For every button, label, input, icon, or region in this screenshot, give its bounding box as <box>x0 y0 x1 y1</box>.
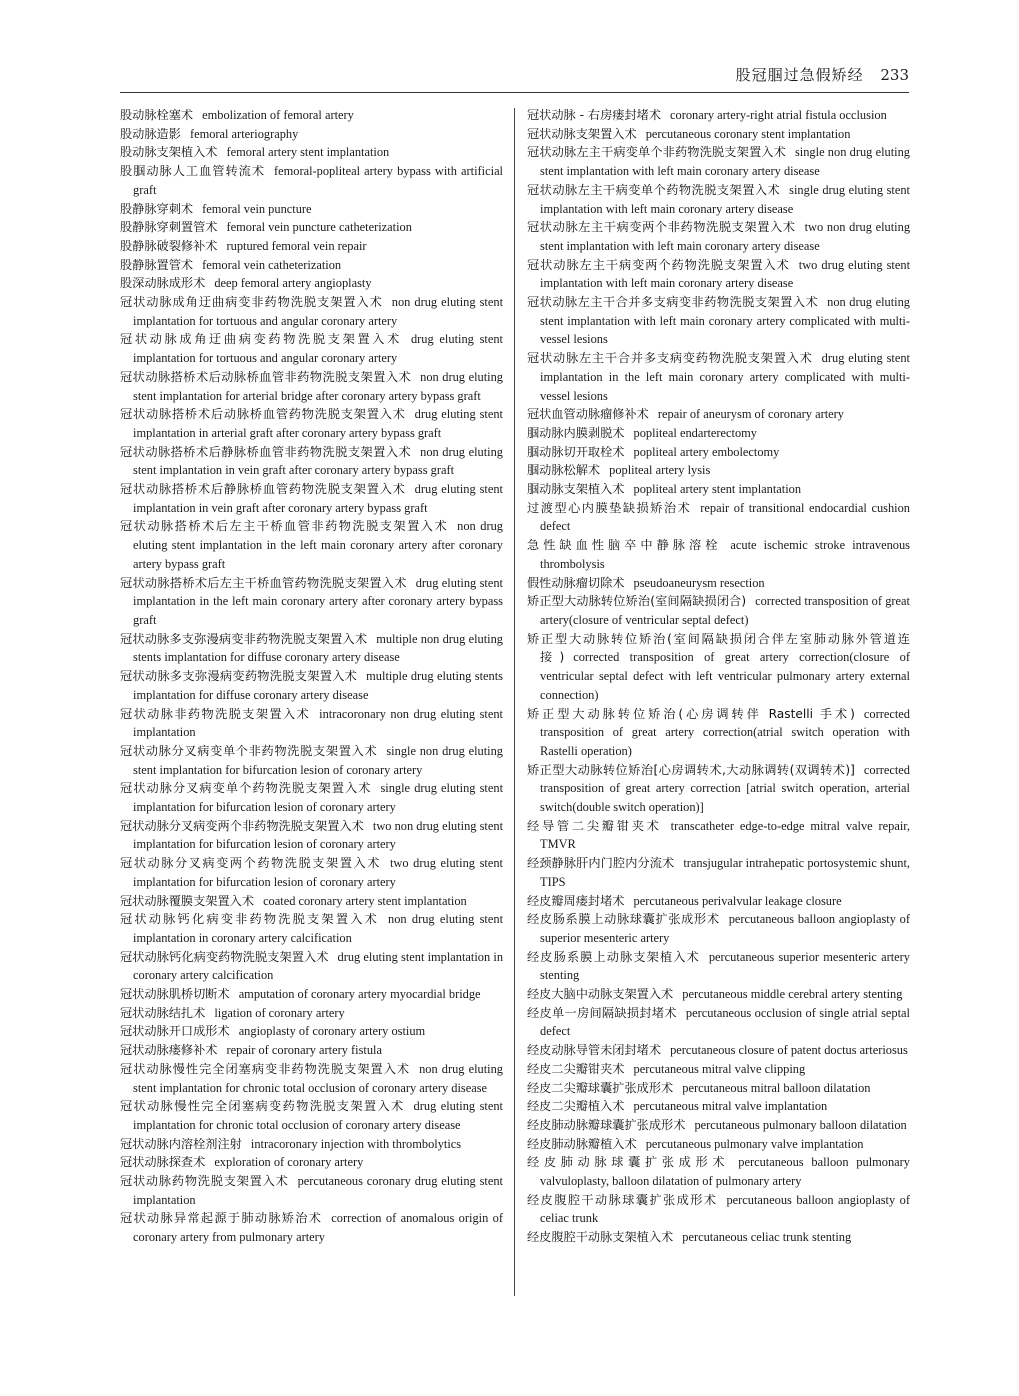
term-chinese: 冠状动脉左主干合并多支病变药物洗脱支架置入术 <box>527 351 813 366</box>
term-english: single non drug eluting stent implantation for bifurcation lesion of coronary artery <box>133 743 504 777</box>
glossary-entry <box>120 817 503 854</box>
term-english: multiple drug eluting stents implantation for diffuse coronary artery disease <box>133 669 503 702</box>
glossary-entry <box>120 274 503 293</box>
term-chinese: 冠状动脉支架置入术 <box>527 126 637 141</box>
glossary-entry <box>527 106 910 125</box>
term-chinese: 经皮单一房间隔缺损封堵术 <box>527 1005 677 1020</box>
term-chinese: 经皮大脑中动脉支架置入术 <box>527 987 674 1002</box>
glossary-entry <box>527 574 910 593</box>
term-english: percutaneous mitral valve implantation <box>633 1099 828 1114</box>
term-english: ruptured femoral vein repair <box>226 238 367 253</box>
term-chinese: 冠状动脉搭桥术后静脉桥血管非药物洗脱支架置入术 <box>120 444 412 459</box>
term-english: corrected transposition of great artery correction(closure of ventricular septal defect with left ventricular pulmonary artery external connection) <box>540 650 910 702</box>
glossary-entry <box>527 1228 910 1247</box>
term-english: two non drug eluting stent implantation with left main coronary artery disease <box>540 220 911 253</box>
running-header-title: 股冠腘过急假矫经 <box>735 66 864 84</box>
term-chinese: 经皮二尖瓣球囊扩张成形术 <box>527 1080 674 1095</box>
term-chinese: 经皮肠系膜上动脉球囊扩张成形术 <box>527 912 720 927</box>
term-chinese: 冠状动脉瘘修补术 <box>120 1043 218 1058</box>
glossary-entry <box>120 125 503 144</box>
glossary-entry <box>527 1135 910 1154</box>
term-chinese: 经导管二尖瓣钳夹术 <box>527 818 662 833</box>
term-chinese: 腘动脉切开取栓术 <box>527 444 625 459</box>
term-english: percutaneous pulmonary valve implantation <box>645 1136 864 1151</box>
term-chinese: 经皮动脉导管未闭封堵术 <box>527 1043 662 1058</box>
term-chinese: 矫正型大动脉转位矫治(心房调转伴 Rastelli 手术) <box>527 706 855 721</box>
term-english: repair of transitional endocardial cushion defect <box>540 500 910 534</box>
term-english: two drug eluting stent implantation with left main coronary artery disease <box>540 257 911 291</box>
term-english: intracoronary injection with thrombolytics <box>250 1136 462 1151</box>
term-chinese: 股静脉穿刺术 <box>120 201 194 216</box>
glossary-entry <box>527 143 910 180</box>
term-chinese: 矫正型大动脉转位矫治[心房调转术,大动脉调转(双调转术)] <box>527 762 855 777</box>
term-english: two non drug eluting stent implantation for bifurcation lesion of coronary artery <box>133 818 504 852</box>
term-chinese: 矫正型大动脉转位矫治(室间隔缺损闭合) <box>527 594 747 609</box>
term-chinese: 冠状动脉多支弥漫病变药物洗脱支架置入术 <box>120 669 358 684</box>
term-english: non drug eluting stent implantation in the left main coronary artery after coronary artery bypass graft <box>133 519 504 571</box>
term-english: single non drug eluting stent implantation with left main coronary artery disease <box>540 145 911 179</box>
glossary-entry <box>527 536 910 573</box>
term-english: femoral arteriography <box>189 126 299 141</box>
term-chinese: 冠状动脉肌桥切断术 <box>120 987 230 1002</box>
glossary-entry <box>120 1209 503 1246</box>
page-number: 233 <box>880 66 909 84</box>
glossary-entry <box>120 854 503 891</box>
term-chinese: 经皮肺动脉瓣球囊扩张成形术 <box>527 1117 686 1132</box>
term-english: coated coronary artery stent implantation <box>263 893 467 908</box>
term-chinese: 冠状动脉搭桥术后左主干桥血管药物洗脱支架置入术 <box>120 575 407 590</box>
glossary-entry <box>527 1004 910 1041</box>
glossary-entry <box>120 256 503 275</box>
term-chinese: 冠状动脉左主干病变单个药物洗脱支架置入术 <box>527 182 781 197</box>
term-english: ligation of coronary artery <box>214 1005 345 1020</box>
glossary-entry <box>120 779 503 816</box>
term-chinese: 经皮肺动脉球囊扩张成形术 <box>527 1155 730 1170</box>
term-english: percutaneous mitral valve clipping <box>633 1061 806 1076</box>
term-english: percutaneous balloon angioplasty of celiac trunk <box>540 1192 910 1226</box>
term-english: percutaneous occlusion of single atrial septal defect <box>540 1005 910 1039</box>
term-english: popliteal artery embolectomy <box>633 444 780 459</box>
term-chinese: 冠状动脉探查术 <box>120 1155 206 1170</box>
term-english: femoral artery stent implantation <box>226 145 390 160</box>
glossary-entry <box>527 1153 910 1190</box>
glossary-entry <box>527 218 910 255</box>
term-chinese: 冠状动脉分叉病变两个非药物洗脱支架置入术 <box>120 818 364 833</box>
left-column <box>120 106 503 1247</box>
term-english: intracoronary non drug eluting stent implantation <box>133 706 503 740</box>
term-chinese: 冠状动脉慢性完全闭塞病变非药物洗脱支架置入术 <box>120 1061 411 1076</box>
term-english: percutaneous pulmonary balloon dilatation <box>694 1117 907 1132</box>
glossary-entry <box>527 461 910 480</box>
term-english: transjugular intrahepatic portosystemic shunt, TIPS <box>540 856 910 889</box>
term-chinese: 冠状动脉成角迂曲病变药物洗脱支架置入术 <box>120 332 402 347</box>
glossary-entry <box>120 200 503 219</box>
term-chinese: 冠状动脉搭桥术后动脉桥血管药物洗脱支架置入术 <box>120 407 406 422</box>
glossary-entry <box>120 218 503 237</box>
term-english: corrected transposition of great artery correction [atrial switch operation, arterial switch(double switch operation)] <box>540 762 910 815</box>
term-chinese: 冠状动脉搭桥术后左主干桥血管非药物洗脱支架置入术 <box>120 519 449 534</box>
term-english: drug eluting stent implantation in the left main coronary artery complicated with multi-vessel lesions <box>540 351 910 403</box>
term-chinese: 股静脉穿刺置管术 <box>120 220 218 235</box>
glossary-entry <box>120 667 503 704</box>
term-english: single drug eluting stent implantation for bifurcation lesion of coronary artery <box>133 781 504 815</box>
glossary-entry <box>120 517 503 573</box>
glossary-entry <box>527 705 910 761</box>
term-chinese: 股动脉支架植入术 <box>120 145 218 160</box>
term-english: repair of coronary artery fistula <box>226 1043 382 1058</box>
term-english: multiple non drug eluting stents implantation for diffuse coronary artery disease <box>133 631 504 665</box>
term-english: femoral-popliteal artery bypass with artificial graft <box>133 164 504 197</box>
term-english: deep femoral artery angioplasty <box>214 276 372 291</box>
term-english: percutaneous mitral balloon dilatation <box>682 1080 871 1095</box>
term-english: pseudoaneurysm resection <box>633 575 765 590</box>
term-chinese: 假性动脉瘤切除术 <box>527 575 625 590</box>
term-english: corrected transposition of great artery(closure of ventricular septal defect) <box>540 594 910 627</box>
term-chinese: 冠状动脉左主干病变单个非药物洗脱支架置入术 <box>527 145 786 160</box>
glossary-entry <box>527 256 910 293</box>
term-english: popliteal endarterectomy <box>633 425 758 440</box>
term-chinese: 矫正型大动脉转位矫治(室间隔缺损闭合伴左室肺动脉外管道连接) <box>527 631 910 665</box>
term-english: transcatheter edge-to-edge mitral valve repair, TMVR <box>540 818 911 852</box>
term-english: corrected transposition of great artery correction(atrial switch operation with Rastelli operation) <box>540 706 910 758</box>
glossary-entry <box>527 948 910 985</box>
glossary-entry <box>527 499 910 536</box>
term-english: drug eluting stent implantation in vein graft after coronary artery bypass graft <box>133 482 503 515</box>
term-english: non drug eluting stent implantation in coronary artery calcification <box>133 912 504 945</box>
term-chinese: 经皮肠系膜上动脉支架植入术 <box>527 949 700 964</box>
term-chinese: 冠状动脉左主干病变两个非药物洗脱支架置入术 <box>527 220 796 235</box>
right-column <box>527 106 910 1247</box>
glossary-entry <box>120 705 503 742</box>
term-chinese: 冠状动脉搭桥术后静脉桥血管药物洗脱支架置入术 <box>120 482 406 497</box>
term-chinese: 冠状动脉慢性完全闭塞病变药物洗脱支架置入术 <box>120 1099 405 1114</box>
term-chinese: 冠状血管动脉瘤修补术 <box>527 407 649 422</box>
term-english: repair of aneurysm of coronary artery <box>657 407 844 422</box>
glossary-entry <box>120 237 503 256</box>
term-english: percutaneous balloon pulmonary valvuloplasty, balloon dilatation of pulmonary artery <box>540 1155 910 1189</box>
term-english: percutaneous coronary drug eluting stent implantation <box>133 1174 503 1207</box>
glossary-entry <box>527 443 910 462</box>
glossary-entry <box>120 985 503 1004</box>
term-english: drug eluting stent implantation in the left main coronary artery after coronary artery bypass graft <box>133 575 503 627</box>
term-english: non drug eluting stent implantation in vein graft after coronary artery bypass graft <box>133 444 503 478</box>
term-english: coronary artery-right atrial fistula occlusion <box>670 108 887 122</box>
term-chinese: 冠状动脉药物洗脱支架置入术 <box>120 1174 289 1189</box>
glossary-entry <box>120 1135 503 1154</box>
term-english: non drug eluting stent implantation for tortuous and angular coronary artery <box>133 295 504 328</box>
glossary-entry <box>120 742 503 779</box>
term-chinese: 经皮瓣周瘘封堵术 <box>527 893 625 908</box>
glossary-entry <box>120 1097 503 1134</box>
glossary-entry <box>527 854 910 891</box>
glossary-entry <box>120 1153 503 1172</box>
term-chinese: 过渡型心内膜垫缺损矫治术 <box>527 500 692 515</box>
term-chinese: 经皮肺动脉瓣植入术 <box>527 1136 637 1151</box>
column-divider <box>514 108 515 1296</box>
term-chinese: 经皮二尖瓣植入术 <box>527 1099 625 1114</box>
term-chinese: 腘动脉支架植入术 <box>527 482 625 497</box>
header-rule <box>120 92 909 93</box>
term-english: percutaneous coronary stent implantation <box>645 126 851 141</box>
term-english: percutaneous perivalvular leakage closure <box>633 893 842 908</box>
term-english: two drug eluting stent implantation for bifurcation lesion of coronary artery <box>133 856 503 889</box>
term-chinese: 经皮腹腔干动脉支架植入术 <box>527 1230 674 1245</box>
term-english: amputation of coronary artery myocardial bridge <box>238 987 481 1002</box>
glossary-entry <box>120 293 503 330</box>
glossary-entry <box>120 910 503 947</box>
glossary-entry <box>120 1172 503 1209</box>
term-chinese: 股动脉栓塞术 <box>120 108 194 122</box>
glossary-entry <box>527 761 910 817</box>
term-english: non drug eluting stent implantation for arterial bridge after coronary artery bypass graft <box>133 369 503 403</box>
glossary-entry <box>527 1079 910 1098</box>
term-chinese: 冠状动脉左主干病变两个药物洗脱支架置入术 <box>527 257 790 272</box>
term-chinese: 冠状动脉结扎术 <box>120 1005 206 1020</box>
glossary-entry <box>527 985 910 1004</box>
term-english: non drug eluting stent implantation with left main coronary artery complicated with multi-vessel lesions <box>540 295 910 347</box>
glossary-entry <box>120 143 503 162</box>
term-chinese: 经颈静脉肝内门腔内分流术 <box>527 856 675 871</box>
term-english: percutaneous middle cerebral artery stenting <box>682 987 903 1002</box>
term-english: angioplasty of coronary artery ostium <box>238 1024 426 1039</box>
term-english: percutaneous balloon angioplasty of superior mesenteric artery <box>540 912 910 945</box>
glossary-entry <box>527 424 910 443</box>
term-chinese: 急性缺血性脑卒中静脉溶栓 <box>527 538 722 553</box>
glossary-entry <box>527 1097 910 1116</box>
glossary-entry <box>527 892 910 911</box>
term-english: single drug eluting stent implantation with left main coronary artery disease <box>540 182 911 216</box>
term-english: drug eluting stent implantation in coronary artery calcification <box>133 949 504 983</box>
term-chinese: 冠状动脉分叉病变两个药物洗脱支架置入术 <box>120 856 381 871</box>
term-english: femoral vein catheterization <box>202 257 342 272</box>
term-chinese: 冠状动脉内溶栓剂注射 <box>120 1136 242 1151</box>
term-english: popliteal artery stent implantation <box>633 482 802 497</box>
term-chinese: 冠状动脉钙化病变非药物洗脱支架置入术 <box>120 912 379 927</box>
glossary-entry <box>120 162 503 199</box>
running-header <box>120 64 909 90</box>
term-english: femoral vein puncture <box>202 201 312 216</box>
term-chinese: 冠状动脉分叉病变单个药物洗脱支架置入术 <box>120 781 372 796</box>
term-chinese: 冠状动脉成角迂曲病变非药物洗脱支架置入术 <box>120 295 383 310</box>
term-chinese: 冠状动脉左主干合并多支病变非药物洗脱支架置入术 <box>527 295 819 310</box>
term-english: percutaneous superior mesenteric artery stenting <box>540 949 910 983</box>
term-english: correction of anomalous origin of coronary artery from pulmonary artery <box>133 1211 503 1245</box>
term-chinese: 冠状动脉 - 右房瘘封堵术 <box>527 108 662 122</box>
glossary-entry <box>527 1191 910 1228</box>
term-english: popliteal artery lysis <box>609 463 711 478</box>
term-chinese: 冠状动脉非药物洗脱支架置入术 <box>120 706 311 721</box>
term-chinese: 腘动脉内膜剥脱术 <box>527 425 625 440</box>
glossary-entry <box>527 1116 910 1135</box>
glossary-entry <box>527 1041 910 1060</box>
glossary-entry <box>120 1041 503 1060</box>
term-english: non drug eluting stent implantation for chronic total occlusion of coronary artery disease <box>133 1061 503 1095</box>
glossary-entry <box>527 293 910 349</box>
glossary-entry <box>527 480 910 499</box>
glossary-entry <box>120 892 503 911</box>
glossary-entry <box>120 1004 503 1023</box>
term-chinese: 冠状动脉异常起源于肺动脉矫治术 <box>120 1211 323 1226</box>
glossary-entry <box>527 181 910 218</box>
glossary-entry <box>120 1022 503 1041</box>
glossary-entry <box>527 1060 910 1079</box>
term-chinese: 冠状动脉覆膜支架置入术 <box>120 893 255 908</box>
term-chinese: 股静脉破裂修补术 <box>120 238 218 253</box>
term-chinese: 股腘动脉人工血管转流术 <box>120 164 266 179</box>
term-chinese: 股动脉造影 <box>120 126 181 141</box>
term-chinese: 冠状动脉分叉病变单个非药物洗脱支架置入术 <box>120 743 378 758</box>
glossary-entry <box>120 330 503 367</box>
glossary-entry <box>120 1060 503 1097</box>
term-chinese: 冠状动脉开口成形术 <box>120 1024 230 1039</box>
term-chinese: 冠状动脉多支弥漫病变非药物洗脱支架置入术 <box>120 631 368 646</box>
term-chinese: 经皮二尖瓣钳夹术 <box>527 1061 625 1076</box>
term-english: exploration of coronary artery <box>214 1155 364 1170</box>
glossary-entry <box>120 480 503 517</box>
term-english: drug eluting stent implantation in arterial graft after coronary artery bypass graft <box>133 407 503 440</box>
term-english: drug eluting stent implantation for tortuous and angular coronary artery <box>133 332 503 366</box>
glossary-entry <box>527 349 910 405</box>
glossary-entry <box>120 443 503 480</box>
term-chinese: 腘动脉松解术 <box>527 463 601 478</box>
glossary-entry <box>120 630 503 667</box>
term-english: acute ischemic stroke intravenous thrombolysis <box>540 538 911 571</box>
glossary-entry <box>527 630 910 705</box>
glossary-entry <box>120 106 503 125</box>
glossary-entry <box>120 574 503 630</box>
term-chinese: 冠状动脉钙化病变药物洗脱支架置入术 <box>120 949 329 964</box>
term-english: drug eluting stent implantation for chronic total occlusion of coronary artery disease <box>133 1099 503 1132</box>
term-english: embolization of femoral artery <box>202 108 354 122</box>
term-english: femoral vein puncture catheterization <box>226 220 412 235</box>
glossary-entry <box>120 948 503 985</box>
glossary-entry <box>527 910 910 947</box>
term-english: percutaneous closure of patent doctus arteriosus <box>670 1043 908 1058</box>
glossary-entry <box>120 368 503 405</box>
term-chinese: 经皮腹腔干动脉球囊扩张成形术 <box>527 1192 718 1207</box>
glossary-entry <box>527 405 910 424</box>
glossary-entry <box>527 125 910 144</box>
term-english: percutaneous celiac trunk stenting <box>682 1230 852 1245</box>
term-chinese: 冠状动脉搭桥术后动脉桥血管非药物洗脱支架置入术 <box>120 369 412 384</box>
term-chinese: 股深动脉成形术 <box>120 276 206 291</box>
term-chinese: 股静脉置管术 <box>120 257 194 272</box>
glossary-entry <box>120 405 503 442</box>
glossary-entry <box>527 817 910 854</box>
glossary-entry <box>527 592 910 629</box>
